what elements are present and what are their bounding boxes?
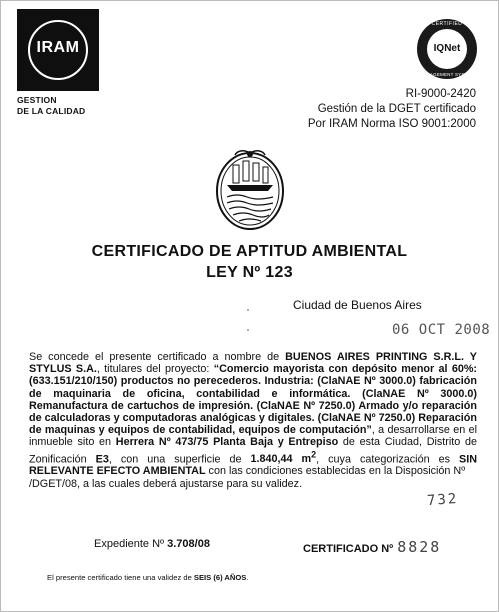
certificate-number (303, 538, 441, 556)
iram-logo-text: IRAM (36, 39, 80, 56)
body-district-intro: de esta Ciudad, Distrito de Zonificación (29, 436, 478, 466)
body-closing: /DGET/08, a las cuales deberá ajustarse para su validez. (29, 477, 303, 490)
date-stamp: 06 OCT 2008 (392, 322, 491, 338)
certificate-title: CERTIFICADO DE APTITUD AMBIENTAL (91, 243, 408, 260)
iram-logo (17, 9, 99, 91)
expediente-value: 3.708/08 (167, 538, 210, 550)
issue-city: Ciudad de Buenos Aires (293, 298, 422, 312)
certificate-number-label: CERTIFICADO Nº (303, 543, 394, 555)
body-category-intro: , cuya categorización es (316, 453, 459, 466)
body-district: E3 (95, 453, 109, 466)
body-holders: , titulares del proyecto: (96, 363, 214, 376)
body-intro: Se concede el presente certificado a nombre de (29, 351, 286, 363)
iqnet-certified-seal (417, 19, 477, 79)
ri-code: RI-9000-2420 (405, 88, 476, 100)
body-company: BUENOS AIRES PRINTING S.R.L. Y STYLUS S.A. (29, 351, 477, 376)
iqnet-ring-bottom-text: MANAGEMENT SYSTEM (419, 72, 475, 77)
disposition-number-stamp: 732 (426, 490, 459, 510)
certificate-body (29, 351, 477, 490)
gestion-line-2: DE LA CALIDAD (17, 106, 86, 116)
body-address: Herrera Nº 473/75 Planta Baja y Entrepiso (115, 436, 339, 449)
validity-note (47, 573, 249, 582)
validity-post: . (246, 573, 249, 582)
body-surface: 1.840,44 m (250, 453, 312, 466)
buenos-aires-coat-of-arms (213, 147, 287, 231)
body-category: SIN RELEVANTE EFECTO AMBIENTAL (29, 453, 477, 478)
expediente-label: Expediente Nº (94, 538, 168, 550)
body-disposition: con las condiciones establecidas en la Disposición Nº (205, 465, 466, 478)
certificate-number-stamp: 8828 (397, 538, 442, 556)
iqnet-label: IQNet (433, 43, 461, 54)
body-surface-intro: , con una superficie de (108, 453, 251, 466)
expediente (94, 538, 210, 550)
quality-management-label (17, 95, 85, 117)
body-surface-unit-sup: 2 (311, 449, 317, 460)
body-location-intro: , a desarrollarse en el inmueble sito en (29, 424, 477, 449)
punch-hole-dot (247, 309, 249, 311)
iqnet-ring-top-text: CERTIFIED (431, 21, 463, 27)
body-project: “Comercio mayorista con depósito menor al 60%: (633.151/210/150) productos no perecederos. Industria: (ClaNAE Nº 3000.0) fabricación de maquinaria de oficina, contabilidad e informática. (ClaNAE Nº 3000.0) Remanufactura de cartuchos de impresión. (ClaNAE Nº 7250.0) Armado y/o reparación de calculadoras y computadoras analógicas y digitales. (ClaNAE Nº 7250.0) Reparación de maquinas y equipos de contabilidad, equipos de computación” (29, 363, 478, 437)
gestion-line-1: GESTION (17, 95, 57, 105)
registration-info (308, 87, 476, 132)
ri-dget-certified: Gestión de la DGET certificado (317, 103, 476, 115)
validity-pre: El presente certificado tiene una validez de (47, 573, 194, 582)
certificate-law: LEY Nº 123 (206, 264, 293, 281)
punch-hole-dot (247, 329, 249, 331)
validity-period: SEIS (6) AÑOS (193, 573, 247, 582)
ri-iso-norm: Por IRAM Norma ISO 9001:2000 (307, 118, 476, 130)
